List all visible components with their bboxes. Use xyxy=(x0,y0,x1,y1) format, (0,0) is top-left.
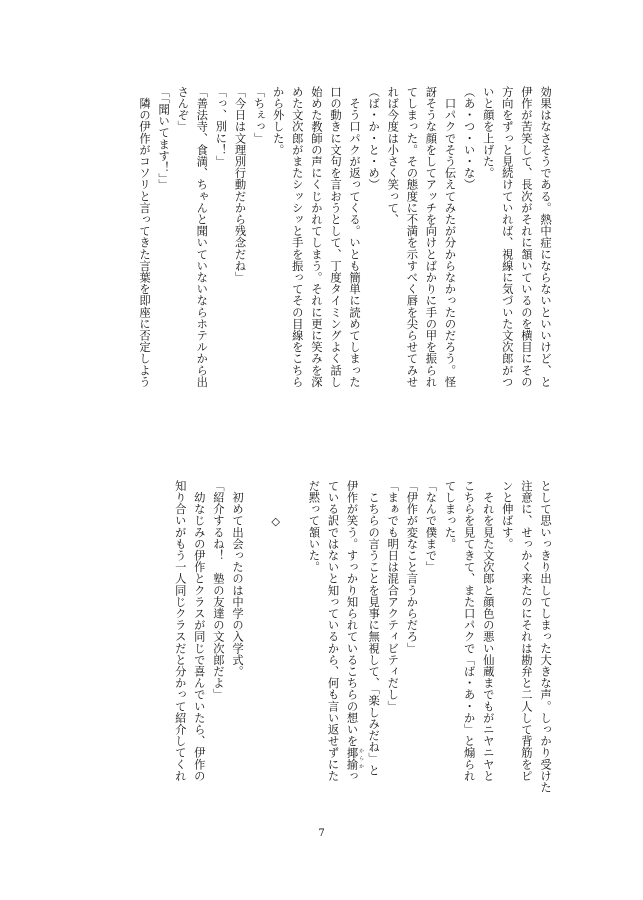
text-line: 幼なじみの伊作とクラスが同じで喜んでいたら、伊作の xyxy=(192,480,206,782)
text-line: として思いっきり出してしまった大きな声。しっかり受けた xyxy=(539,480,552,794)
text-line: 訝そうな顔をしてアッチを向けとばかりに手の甲を振られ xyxy=(424,86,438,388)
text-line: 始めた教師の声にくじかれてしまう。それに更に笑みを深 xyxy=(309,86,323,388)
text-line: れば今度は小さく笑って、 xyxy=(386,86,400,226)
text-line: 「「聞いてます！」」 xyxy=(157,86,171,191)
text-line: 知り合いがもう一人同じクラスだと分かって紹介してくれ xyxy=(173,480,187,782)
lower-text-block xyxy=(83,480,555,800)
text-line: 初めて出会ったのは中学の入学式。 xyxy=(231,480,244,678)
text-line xyxy=(285,480,304,800)
text-line: から外した。 xyxy=(271,86,285,156)
text-line: 口の動きに文句を言おうとして、丁度タイミングよく話し xyxy=(328,86,342,388)
text-line: 「っ、別に！」 xyxy=(214,86,228,168)
text-line: 「今日は文理別行動だから残念だね」 xyxy=(233,86,247,284)
text-line: ンと伸ばす。 xyxy=(500,480,514,550)
text-line: ている訳ではないと知っているから、何も言い返せずにた xyxy=(326,480,340,782)
text-line: めた文次郎がまたシッシッと手を振ってその目線をこちら xyxy=(290,86,304,388)
text-line: 「善法寺、食満、ちゃんと聞いていないならホテルから出 xyxy=(195,86,209,388)
text-line xyxy=(247,480,266,800)
text-line: （あ・つ・い・な） xyxy=(462,86,476,191)
text-line: 「紹介するね！ 塾の友達の文次郎だよ」 xyxy=(211,480,225,701)
text-line: てしまった。その態度に不満を示すべく唇を尖らせてみせ xyxy=(405,86,419,388)
text-line: いと顔を上げた。 xyxy=(481,86,495,179)
text-line: 伊作が笑う。すっかり知られているこちらの想いを揶揄 からかっ xyxy=(345,480,365,782)
text-line: 「ちぇっ」 xyxy=(252,86,266,144)
upper-text-block xyxy=(75,86,555,404)
text-line: それを見た文次郎と顔色の悪い仙蔵までもがニヤニヤと xyxy=(481,480,495,782)
furigana: 揶揄 からか xyxy=(345,746,365,771)
text-line: 効果はなさそうである。熱中症にならないといいけど、と xyxy=(539,86,552,388)
text-line: 方向をずっと見続けていれば、視線に気づいた文次郎がつ xyxy=(500,86,514,388)
text-line: そう口パクが返ってくる。いとも簡単に読めてしまった xyxy=(348,86,362,388)
text-line: 「なんで僕まで」 xyxy=(424,480,438,573)
page-number: 7 xyxy=(318,828,325,839)
text-line: （ば・か・と・め） xyxy=(367,86,381,191)
text-line: てしまった。 xyxy=(443,480,457,550)
text-line: 伊作が苦笑して、長次がそれに頷いているのを横目にその xyxy=(519,86,533,388)
text-line: ◇ xyxy=(269,480,283,529)
text-line: 口パクでそう伝えてみたが分からなかったのだろう。怪 xyxy=(443,86,457,388)
text-line: こちらの言うことを見事に無視して、「楽しみだね」と xyxy=(367,480,381,776)
text-line: さんぞ」 xyxy=(176,86,190,133)
text-line: 隣の伊作がコソリと言ってきた言葉を即座に否定しよう xyxy=(138,86,152,388)
text-line: 注意に、せっかく来たのにそれは勘弁と二人して背筋をピ xyxy=(519,480,533,782)
text-line: 「まぁでも明日は混合アクティビティだし」 xyxy=(386,480,400,712)
text-line: こちらを見てきて、また口パクで「ば・あ・か」と煽られ xyxy=(462,480,476,782)
text-line: 「伊作が変なこと言うからだろ」 xyxy=(405,480,419,654)
text-line: だ黙って頷いた。 xyxy=(307,480,321,573)
